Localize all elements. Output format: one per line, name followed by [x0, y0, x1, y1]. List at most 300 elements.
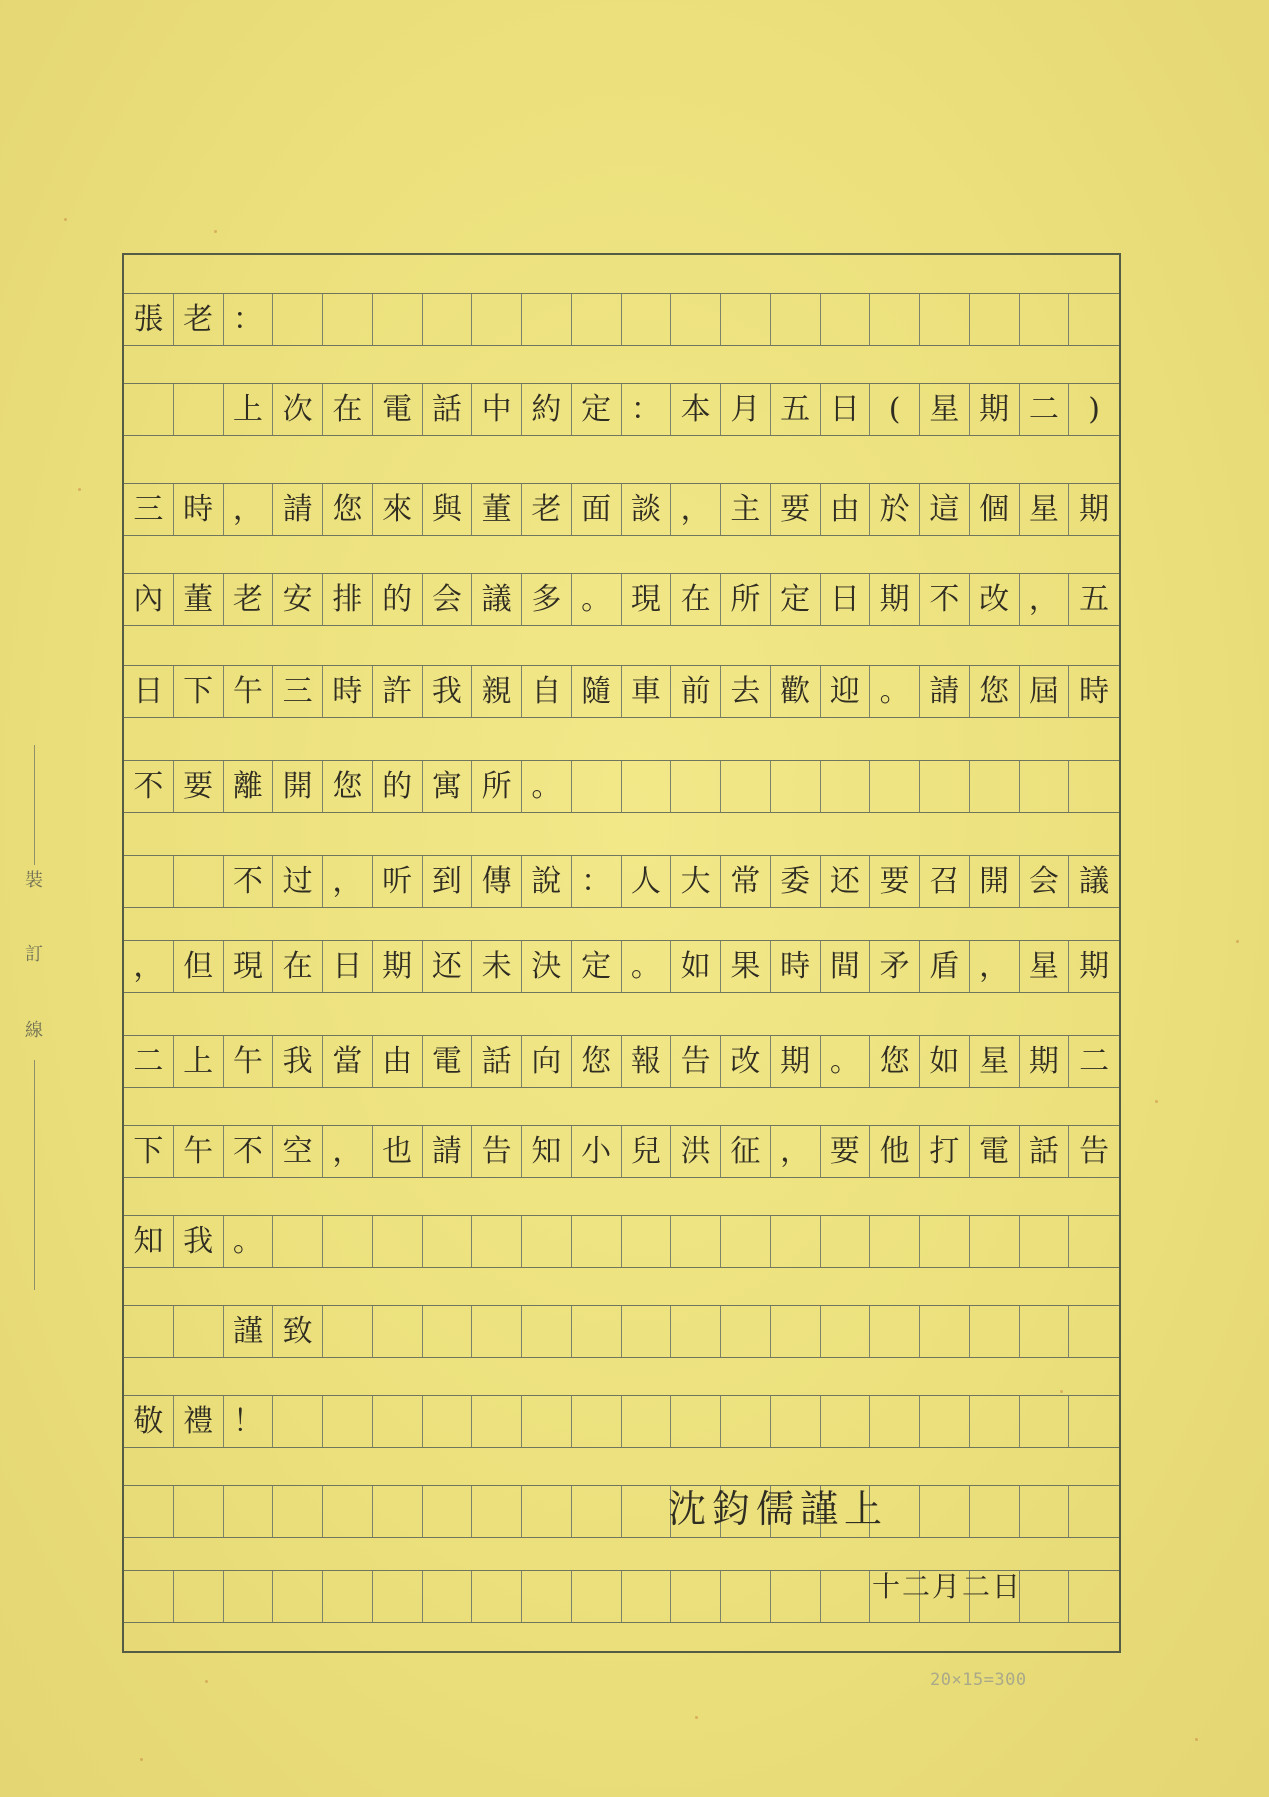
grid-cell	[920, 1036, 970, 1087]
grid-cell	[423, 1486, 473, 1537]
grid-cell	[522, 574, 572, 625]
grid-cell	[224, 484, 274, 535]
grid-char: 您	[581, 1043, 612, 1079]
grid-cell	[771, 1216, 821, 1267]
grid-cell	[671, 761, 721, 812]
grid-char: 下	[133, 1133, 164, 1169]
grid-cell	[472, 294, 522, 345]
grid-char: 來	[382, 491, 413, 527]
grid-char: 電	[979, 1133, 1010, 1169]
grid-cell	[323, 484, 373, 535]
grid-char: 会	[431, 581, 462, 617]
grid-cell	[323, 384, 373, 435]
grid-cell	[1020, 574, 1070, 625]
grid-cell	[1020, 294, 1070, 345]
grid-char: 日	[829, 391, 860, 427]
grid-cell	[721, 1036, 771, 1087]
grid-cell	[472, 1036, 522, 1087]
grid-char: ，	[780, 1133, 811, 1169]
paper-speck	[1236, 940, 1239, 943]
grid-cell	[671, 856, 721, 907]
grid-cell	[124, 761, 174, 812]
grid-char: 開	[979, 863, 1010, 899]
grid-char: ，	[232, 491, 263, 527]
grid-cell	[472, 1306, 522, 1357]
grid-cell	[970, 384, 1020, 435]
grid-char: 三	[133, 491, 164, 527]
grid-cell	[423, 1396, 473, 1447]
grid-cell	[323, 856, 373, 907]
grid-char: 召	[929, 863, 960, 899]
grid-char: 多	[531, 581, 562, 617]
grid-cell	[423, 666, 473, 717]
grid-cell	[870, 484, 920, 535]
grid-char: 於	[879, 491, 910, 527]
grid-cell	[821, 1036, 871, 1087]
grid-cell	[622, 761, 672, 812]
grid-cell	[472, 1126, 522, 1177]
grid-cell	[671, 1396, 721, 1447]
grid-cell	[821, 666, 871, 717]
grid-cell	[423, 484, 473, 535]
grid-char: 寓	[431, 768, 462, 804]
grid-char: 不	[232, 863, 263, 899]
grid-char: 星	[979, 1043, 1010, 1079]
grid-char: 不	[133, 768, 164, 804]
grid-cell	[124, 1036, 174, 1087]
grid-cell	[323, 1486, 373, 1537]
grid-cell	[572, 761, 622, 812]
grid-char: 中	[481, 391, 512, 427]
grid-cell	[273, 1571, 323, 1622]
grid-char: 二	[133, 1043, 164, 1079]
grid-char: 報	[630, 1043, 661, 1079]
grid-cell	[821, 294, 871, 345]
grid-char: 五	[780, 391, 811, 427]
grid-cell	[373, 1306, 423, 1357]
grid-char: 下	[183, 673, 214, 709]
grid-char: 听	[382, 863, 413, 899]
grid-cell	[771, 761, 821, 812]
grid-char: 到	[431, 863, 462, 899]
grid-cell	[1069, 1571, 1119, 1622]
grid-cell	[970, 941, 1020, 992]
grid-cell	[920, 1216, 970, 1267]
grid-char: 現	[232, 948, 263, 984]
grid-cell	[1069, 1396, 1119, 1447]
grid-cell	[224, 856, 274, 907]
grid-cell	[671, 384, 721, 435]
grid-cell	[472, 1486, 522, 1537]
grid-cell	[771, 856, 821, 907]
grid-row	[124, 1215, 1119, 1268]
grid-char: 上	[232, 391, 263, 427]
grid-cell	[771, 484, 821, 535]
grid-cell	[771, 574, 821, 625]
binding-char-2: 訂	[25, 944, 43, 965]
grid-cell	[373, 1396, 423, 1447]
grid-char: 委	[780, 863, 811, 899]
grid-cell	[771, 1306, 821, 1357]
grid-cell	[522, 1486, 572, 1537]
grid-cell	[373, 1486, 423, 1537]
grid-char: 傳	[481, 863, 512, 899]
grid-char: 面	[581, 491, 612, 527]
grid-char: 。	[879, 673, 910, 709]
grid-char: 期	[1028, 1043, 1059, 1079]
grid-cell	[870, 1306, 920, 1357]
grid-char: 約	[531, 391, 562, 427]
grid-cell	[522, 1571, 572, 1622]
grid-char: 星	[1028, 948, 1059, 984]
grid-cell	[423, 294, 473, 345]
grid-char: ：	[232, 301, 263, 337]
grid-cell	[273, 384, 323, 435]
grid-cell	[323, 1216, 373, 1267]
grid-cell	[970, 1126, 1020, 1177]
grid-char: 还	[431, 948, 462, 984]
grid-cell	[522, 941, 572, 992]
grid-cell	[423, 574, 473, 625]
binding-char-3: 線	[25, 1020, 43, 1041]
grid-cell	[472, 384, 522, 435]
grid-cell	[373, 761, 423, 812]
grid-cell	[174, 941, 224, 992]
grid-char: 您	[979, 673, 1010, 709]
grid-cell	[572, 941, 622, 992]
grid-char: 星	[929, 391, 960, 427]
grid-cell	[273, 1126, 323, 1177]
grid-cell	[671, 1216, 721, 1267]
paper-speck	[1155, 1100, 1158, 1103]
grid-char: 與	[431, 491, 462, 527]
grid-cell	[124, 384, 174, 435]
grid-char: 果	[730, 948, 761, 984]
grid-cell	[572, 1036, 622, 1087]
grid-cell	[970, 1306, 1020, 1357]
grid-cell	[572, 666, 622, 717]
grid-cell	[174, 1571, 224, 1622]
grid-cell	[174, 1126, 224, 1177]
grid-char: 期	[1079, 948, 1110, 984]
grid-char: 許	[382, 673, 413, 709]
grid-char: 請	[431, 1133, 462, 1169]
grid-char: 。	[531, 768, 562, 804]
grid-cell	[1020, 1216, 1070, 1267]
grid-char: 您	[332, 491, 363, 527]
grid-cell	[273, 574, 323, 625]
grid-char: 議	[481, 581, 512, 617]
grid-cell	[970, 761, 1020, 812]
grid-cell	[821, 574, 871, 625]
grid-cell	[920, 294, 970, 345]
grid-cell	[174, 294, 224, 345]
grid-cell	[522, 1126, 572, 1177]
grid-char: 兒	[630, 1133, 661, 1169]
grid-cell	[572, 294, 622, 345]
grid-char: 說	[531, 863, 562, 899]
grid-cell	[1020, 941, 1070, 992]
grid-cell	[323, 941, 373, 992]
grid-cell	[174, 574, 224, 625]
grid-cell	[373, 666, 423, 717]
grid-cell	[622, 1486, 672, 1537]
grid-cell	[1069, 761, 1119, 812]
grid-cell	[174, 384, 224, 435]
grid-cell	[423, 856, 473, 907]
grid-char: 個	[979, 491, 1010, 527]
grid-cell	[1020, 1486, 1070, 1537]
grid-char: 決	[531, 948, 562, 984]
grid-cell	[1069, 384, 1119, 435]
grid-cell	[920, 574, 970, 625]
grid-cell	[870, 294, 920, 345]
grid-cell	[224, 941, 274, 992]
grid-cell	[472, 574, 522, 625]
grid-cell	[174, 1396, 224, 1447]
grid-cell	[920, 1396, 970, 1447]
grid-cell	[273, 856, 323, 907]
grid-cell	[771, 1126, 821, 1177]
grid-cell	[323, 1036, 373, 1087]
grid-cell	[622, 1216, 672, 1267]
grid-char: 。	[232, 1223, 263, 1259]
grid-char: 要	[829, 1133, 860, 1169]
grid-cell	[124, 1126, 174, 1177]
grid-char: ，	[680, 491, 711, 527]
grid-cell	[323, 666, 373, 717]
grid-cell	[1069, 1036, 1119, 1087]
grid-cell	[721, 1306, 771, 1357]
grid-cell	[472, 484, 522, 535]
grid-cell	[821, 1126, 871, 1177]
grid-char: 午	[183, 1133, 214, 1169]
grid-cell	[373, 1216, 423, 1267]
grid-cell	[472, 941, 522, 992]
grid-cell	[870, 1126, 920, 1177]
grid-cell	[1020, 1396, 1070, 1447]
grid-cell	[522, 1036, 572, 1087]
grid-cell	[1020, 666, 1070, 717]
grid-char: ：	[630, 391, 661, 427]
grid-cell	[273, 484, 323, 535]
grid-char: 電	[382, 391, 413, 427]
grid-char: 不	[929, 581, 960, 617]
grid-char: 。	[829, 1043, 860, 1079]
grid-cell	[970, 1396, 1020, 1447]
grid-cell	[124, 856, 174, 907]
grid-char: 改	[730, 1043, 761, 1079]
grid-char: 時	[332, 673, 363, 709]
grid-char: 現	[630, 581, 661, 617]
grid-char: 定	[581, 948, 612, 984]
grid-char: 我	[431, 673, 462, 709]
grid-cell	[920, 1126, 970, 1177]
grid-cell	[224, 666, 274, 717]
grid-char: 五	[1079, 581, 1110, 617]
grid-cell	[970, 1036, 1020, 1087]
grid-cell	[522, 1396, 572, 1447]
grid-cell	[522, 856, 572, 907]
grid-cell	[622, 856, 672, 907]
grid-cell	[472, 1216, 522, 1267]
grid-cell	[1069, 574, 1119, 625]
grid-char: 未	[481, 948, 512, 984]
grid-row	[124, 1125, 1119, 1178]
grid-cell	[472, 856, 522, 907]
grid-char: 迎	[829, 673, 860, 709]
grid-cell	[622, 1571, 672, 1622]
grid-cell	[1020, 1571, 1070, 1622]
grid-row	[124, 1305, 1119, 1358]
grid-cell	[423, 1126, 473, 1177]
grid-cell	[1020, 1306, 1070, 1357]
grid-cell	[721, 1571, 771, 1622]
grid-cell	[622, 384, 672, 435]
grid-cell	[870, 941, 920, 992]
grid-cell	[423, 761, 473, 812]
grid-char: 電	[431, 1043, 462, 1079]
grid-char: 您	[332, 768, 363, 804]
grid-cell	[323, 1571, 373, 1622]
grid-cell	[920, 1486, 970, 1537]
grid-cell	[224, 761, 274, 812]
grid-char: 向	[531, 1043, 562, 1079]
grid-cell	[323, 574, 373, 625]
grid-cell	[821, 384, 871, 435]
grid-cell	[124, 1396, 174, 1447]
grid-cell	[124, 484, 174, 535]
grid-cell	[124, 941, 174, 992]
grid-cell	[821, 1396, 871, 1447]
grid-char: 定	[581, 391, 612, 427]
grid-cell	[1069, 1486, 1119, 1537]
grid-cell	[224, 294, 274, 345]
grid-cell	[970, 666, 1020, 717]
grid-cell	[273, 1396, 323, 1447]
grid-cell	[671, 666, 721, 717]
grid-cell	[1020, 484, 1070, 535]
grid-cell	[721, 384, 771, 435]
grid-cell	[1069, 941, 1119, 992]
grid-cell	[1069, 1126, 1119, 1177]
grid-cell	[572, 856, 622, 907]
grid-cell	[522, 1306, 572, 1357]
grid-row	[124, 760, 1119, 813]
grid-cell	[124, 1571, 174, 1622]
grid-cell	[572, 1396, 622, 1447]
grid-char: ，	[133, 948, 164, 984]
grid-char: 要	[879, 863, 910, 899]
grid-row	[124, 940, 1119, 993]
grid-cell	[1020, 856, 1070, 907]
grid-cell	[622, 484, 672, 535]
grid-cell	[224, 1306, 274, 1357]
grid-cell	[1069, 294, 1119, 345]
grid-row	[124, 383, 1119, 436]
grid-cell	[671, 1571, 721, 1622]
paper-speck	[140, 1758, 143, 1761]
binding-char-1: 裝	[25, 870, 43, 891]
grid-char: 日	[829, 581, 860, 617]
grid-char: 期	[879, 581, 910, 617]
grid-cell	[771, 666, 821, 717]
grid-cell	[323, 294, 373, 345]
grid-cell	[224, 1571, 274, 1622]
grid-cell	[174, 666, 224, 717]
grid-char: ：	[581, 863, 612, 899]
grid-char: 謹	[232, 1313, 263, 1349]
grid-cell	[522, 1216, 572, 1267]
grid-cell	[273, 1486, 323, 1537]
grid-cell	[124, 574, 174, 625]
grid-cell	[1020, 384, 1070, 435]
grid-char: 知	[531, 1133, 562, 1169]
grid-char: ，	[979, 948, 1010, 984]
grid-row	[124, 665, 1119, 718]
grid-row	[124, 1395, 1119, 1448]
grid-cell	[1020, 761, 1070, 812]
grid-cell	[373, 294, 423, 345]
grid-char: 如	[929, 1043, 960, 1079]
grid-cell	[821, 856, 871, 907]
grid-cell	[1020, 1126, 1070, 1177]
grid-cell	[1020, 1036, 1070, 1087]
grid-cell	[821, 761, 871, 812]
grid-cell	[472, 1396, 522, 1447]
grid-char: 屆	[1028, 673, 1059, 709]
grid-char: 安	[282, 581, 313, 617]
grid-char: 當	[332, 1043, 363, 1079]
grid-cell	[323, 1126, 373, 1177]
grid-char: 時	[183, 491, 214, 527]
grid-cell	[920, 941, 970, 992]
grid-char: 老	[183, 301, 214, 337]
grid-cell	[174, 1036, 224, 1087]
grid-cell	[671, 484, 721, 535]
grid-char: 常	[730, 863, 761, 899]
grid-cell	[273, 294, 323, 345]
paper-speck	[1195, 1738, 1198, 1741]
grid-cell	[273, 666, 323, 717]
grid-char: 星	[1028, 491, 1059, 527]
grid-cell	[671, 574, 721, 625]
grid-cell	[920, 761, 970, 812]
manuscript-grid	[122, 253, 1121, 1653]
grid-cell	[671, 294, 721, 345]
grid-cell	[124, 1486, 174, 1537]
paper-speck	[78, 488, 81, 491]
grid-cell	[224, 1126, 274, 1177]
grid-cell	[771, 294, 821, 345]
grid-cell	[472, 666, 522, 717]
grid-cell	[821, 1571, 871, 1622]
grid-cell	[721, 1126, 771, 1177]
grid-cell	[522, 294, 572, 345]
grid-cell	[671, 941, 721, 992]
grid-cell	[323, 1396, 373, 1447]
grid-char: 会	[1028, 863, 1059, 899]
grid-cell	[622, 941, 672, 992]
grid-cell	[224, 1486, 274, 1537]
grid-cell	[124, 666, 174, 717]
grid-cell	[970, 484, 1020, 535]
grid-cell	[174, 1486, 224, 1537]
grid-cell	[373, 856, 423, 907]
paper-speck	[205, 1680, 208, 1683]
grid-cell	[870, 856, 920, 907]
grid-char: 三	[282, 673, 313, 709]
